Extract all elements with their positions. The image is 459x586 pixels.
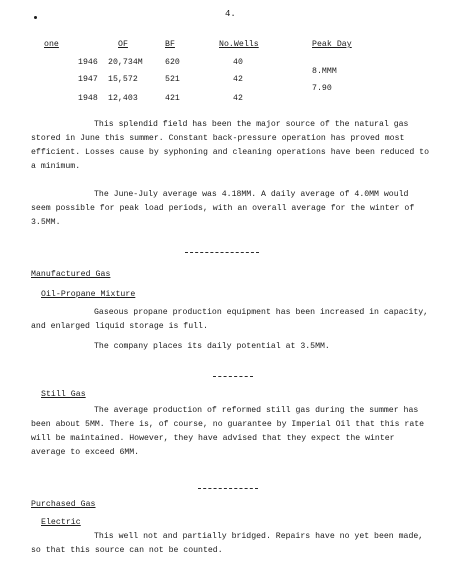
peak-day-value: 7.90 (312, 84, 332, 93)
table-cell-bf: 620 (165, 58, 180, 67)
paragraph-propane-production: Gaseous propane production equipment has been increased in capacity, and enlarged liquid storage is full. (31, 308, 429, 331)
table-cell-of: 15,572 (108, 75, 138, 84)
table-cell-bf: 421 (165, 94, 180, 103)
table-cell-of: 12,403 (108, 94, 138, 103)
section-divider (213, 376, 253, 377)
paragraph-june-july-average: The June-July average was 4.18MM. A daily average of 4.0MM would seem possible for peak load periods, with an overall average for the winter of 3.5MM. (31, 190, 415, 227)
table-header-peak-day: Peak Day (312, 40, 352, 49)
table-cell-year: 1946 (78, 58, 98, 67)
page-mark-dot (34, 16, 37, 19)
paragraph-electric-well: This well not and partially bridged. Repairs have no yet been made, so that this source can not be counted. (31, 532, 424, 555)
table-cell-wells: 40 (233, 58, 243, 67)
paragraph-still-gas: The average production of reformed still gas during the summer has been about 5MM. There is, of course, no guarantee by Imperial Oil that this rate will be maintained. However, they have advised that they expect the winter average to exceed 6MM. (31, 406, 425, 457)
table-header-bf: BF (165, 40, 175, 49)
table-cell-year: 1947 (78, 75, 98, 84)
paragraph-daily-potential: The company places its daily potential at 3.5MM. (94, 342, 330, 351)
heading-electric: Electric (41, 518, 81, 527)
table-cell-of: 20,734M (108, 58, 143, 67)
table-cell-bf: 521 (165, 75, 180, 84)
table-header-of: OF (118, 40, 128, 49)
heading-still-gas: Still Gas (41, 390, 86, 399)
table-header-zone: one (44, 40, 59, 49)
paragraph-field-summary: This splendid field has been the major source of the natural gas stored in June this summer. Constant back-pressure operation has proved most efficient. Losses cause by syphoning and cleaning operations have been reduced to a minimum. (31, 120, 429, 171)
heading-oil-propane-mixture: Oil-Propane Mixture (41, 290, 136, 299)
heading-purchased-gas: Purchased Gas (31, 500, 96, 509)
table-cell-year: 1948 (78, 94, 98, 103)
page-number: 4. (225, 9, 236, 19)
table-header-wells: No.Wells (219, 40, 259, 49)
table-cell-wells: 42 (233, 75, 243, 84)
heading-manufactured-gas: Manufactured Gas (31, 270, 111, 279)
section-divider (185, 252, 259, 253)
table-cell-wells: 42 (233, 94, 243, 103)
section-divider (198, 488, 258, 489)
peak-day-value: 8.MMM (312, 67, 337, 76)
